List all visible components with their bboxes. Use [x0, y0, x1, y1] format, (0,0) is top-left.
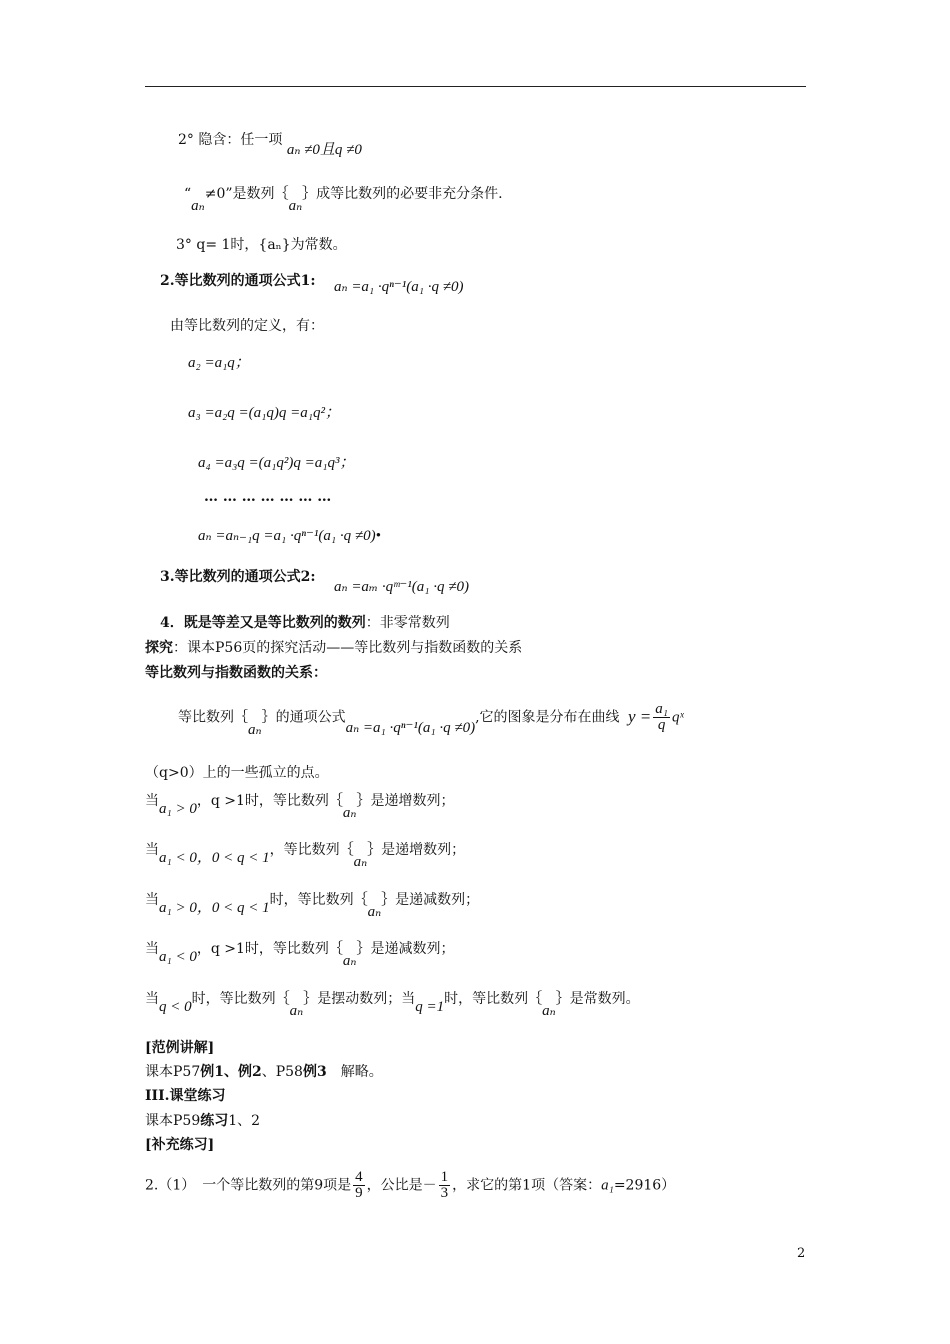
text: ｝的通项公式 [261, 709, 346, 726]
text: ｝是递减数列； [381, 892, 480, 908]
numerator: a₁ [655, 701, 668, 717]
explore-line [145, 638, 522, 658]
relation-line [178, 701, 684, 738]
formula: a₁ > 0 [159, 801, 197, 817]
text: ，q >1时，等比数列｛ [196, 941, 343, 957]
formula: aₙ [367, 904, 382, 920]
heading: 3.等比数列的通项公式2: [160, 569, 316, 585]
both-sequence-line [160, 613, 450, 633]
formula: aₙ [288, 198, 303, 214]
text: 解略。 [326, 1064, 383, 1080]
formula: aₙ [191, 198, 205, 214]
formula: ，0 < q < 1 [196, 900, 270, 916]
practice-heading: III.课堂练习 [145, 1088, 226, 1104]
header-rule [145, 86, 806, 87]
formula: aₙ =a₁ ·qⁿ⁻¹(a₁ ·q ≠0) [333, 279, 464, 295]
text: ｝是递减数列； [356, 941, 455, 957]
formula: aₙ ≠0且q ≠0 [286, 142, 362, 158]
formula: aₙ [353, 854, 368, 870]
case-4 [145, 939, 455, 969]
text: 当 [145, 793, 159, 809]
text: ，公比是－ [366, 1177, 437, 1194]
fraction [439, 1170, 451, 1201]
denominator: q [657, 717, 666, 733]
text: 2° 隐含：任一项 [178, 132, 283, 148]
case-5 [145, 989, 640, 1019]
quote: “ [184, 186, 192, 202]
formula: y = [628, 706, 652, 726]
formula: aₙ =aₘ ·qᵐ⁻¹(a₁ ·q ≠0) [333, 579, 469, 595]
numerator: 4 [355, 1169, 363, 1185]
case-3 [145, 890, 480, 920]
hidden-condition-line [178, 130, 362, 158]
numerator: 1 [440, 1169, 449, 1185]
formula: q =1 [415, 999, 445, 1015]
text: ，q >1时，等比数列｛ [196, 793, 343, 809]
formula: aₙ [342, 805, 357, 821]
equation-a3: a₃ =a₂q =(a₁q)q =a₁q²； [188, 405, 340, 421]
general-formula-2 [160, 567, 469, 595]
formula: a₁ < 0 [159, 850, 197, 866]
examples-line [145, 1062, 383, 1082]
denominator: 9 [355, 1185, 363, 1201]
formula: aₙ =a₁ ·qⁿ⁻¹(a₁ ·q ≠0) [345, 719, 476, 736]
formula: a₁ < 0 [159, 949, 197, 965]
text: ｝是摆动数列；当 [303, 991, 416, 1007]
necessary-condition-line [184, 184, 503, 214]
text: 2.（1） 一个等比数列的第9项是 [145, 1177, 352, 1194]
supplementary-heading: [补充练习] [145, 1137, 215, 1153]
text: 当 [145, 941, 159, 957]
text: ｝是递增数列； [356, 793, 455, 809]
heading: 2.等比数列的通项公式1: [160, 273, 316, 289]
fraction [353, 1170, 365, 1201]
text: ｝是常数列。 [555, 991, 640, 1007]
text: 课本P57 [145, 1064, 201, 1080]
text: ≠0”是数列｛ [204, 186, 289, 202]
formula: qˣ [672, 709, 684, 726]
text: 当 [145, 892, 159, 908]
examples-heading: [范例讲解] [145, 1040, 215, 1056]
heading: 探究 [145, 640, 173, 656]
formula: aₙ [289, 1003, 304, 1019]
definition-intro: 由等比数列的定义，有： [170, 318, 324, 334]
denominator: 3 [440, 1185, 449, 1201]
text: 例3 [302, 1064, 327, 1080]
formula: aₙ [542, 1003, 556, 1019]
text: 时，等比数列｛ [191, 991, 290, 1007]
formula: ，0 < q < 1 [196, 850, 270, 866]
fraction [653, 702, 670, 733]
text: ，求它的第1项（答案： [452, 1177, 602, 1194]
equation-an: aₙ =aₙ₋₁q =a₁ ·qⁿ⁻¹(a₁ ·q ≠0)• [198, 528, 381, 544]
formula: q < 0 [159, 999, 192, 1015]
text: 时，等比数列｛ [444, 991, 543, 1007]
formula: a₁ [601, 1177, 614, 1194]
text: ,它的图象是分布在曲线 [475, 709, 620, 726]
formula: a₁ > 0 [159, 900, 197, 916]
text: =2916） [613, 1177, 676, 1194]
text: ，等比数列｛ [269, 842, 354, 858]
ellipsis-row: … … … … … … … [204, 489, 332, 505]
formula: aₙ [248, 721, 262, 738]
heading: 4．既是等差又是等比数列的数列 [160, 615, 366, 631]
text: ｝成等比数列的必要非充分条件. [302, 186, 503, 202]
exercise-2-line [145, 1170, 675, 1201]
practice-line [145, 1111, 260, 1131]
text: ：非零常数列 [365, 615, 450, 631]
case-2 [145, 840, 466, 870]
text: 等比数列｛ [178, 709, 248, 726]
page-number: 2 [797, 1246, 806, 1261]
text: ｝是递增数列； [367, 842, 466, 858]
text: 1、2 [228, 1113, 261, 1129]
relation-heading: 等比数列与指数函数的关系： [145, 665, 327, 681]
case-1 [145, 791, 455, 821]
equation-a2: a₂ =a₁q； [188, 355, 250, 371]
text: 例1、例2 [200, 1064, 262, 1080]
text: 练习 [200, 1113, 229, 1129]
text: 、P58 [261, 1064, 303, 1080]
formula: aₙ [342, 953, 357, 969]
text: ：课本P56页的探究活动——等比数列与指数函数的关系 [173, 640, 523, 656]
text: 当 [145, 842, 159, 858]
general-formula-1 [160, 271, 464, 295]
isolated-points-line: （q>0）上的一些孤立的点。 [145, 765, 329, 781]
constant-sequence-note: 3° q= 1时，{aₙ}为常数。 [176, 237, 347, 253]
text: 当 [145, 991, 159, 1007]
text: 时，等比数列｛ [269, 892, 368, 908]
equation-a4: a₄ =a₃q =(a₁q²)q =a₁q³； [198, 455, 355, 471]
text: 课本P59 [145, 1113, 201, 1129]
